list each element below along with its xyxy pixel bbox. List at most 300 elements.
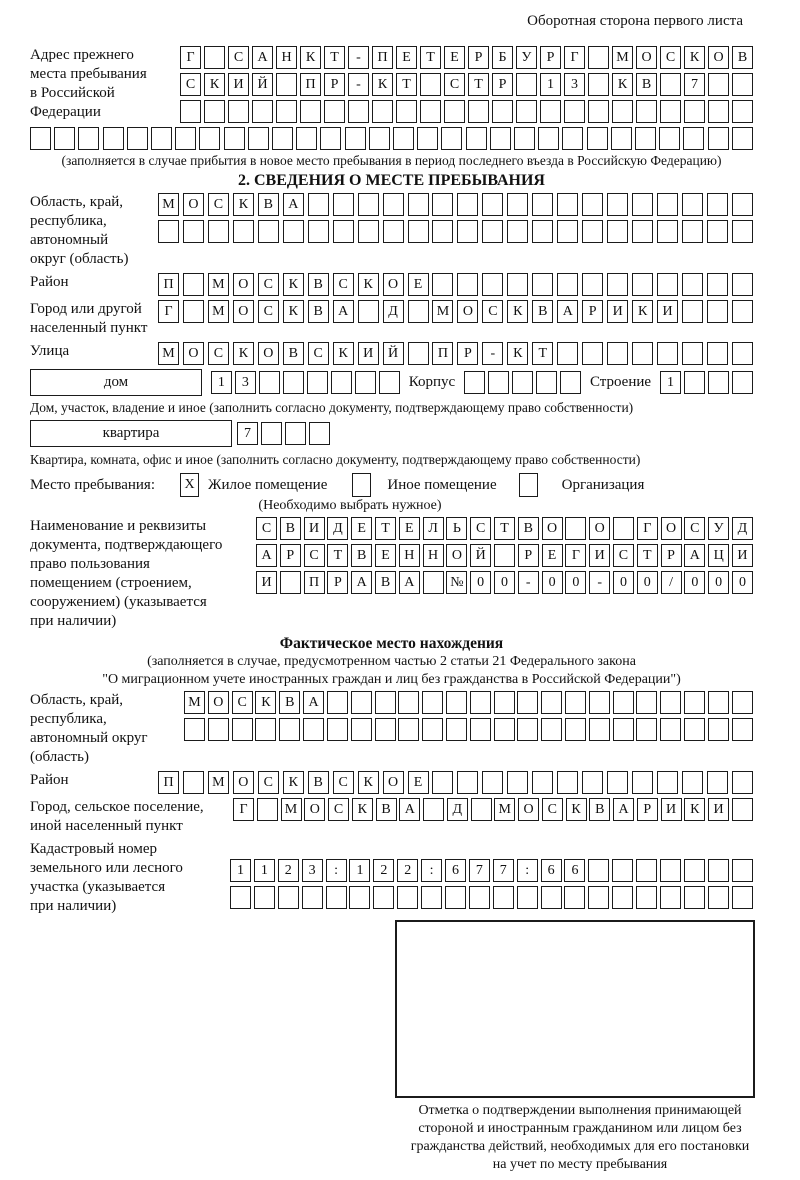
- char-cell[interactable]: А: [283, 193, 304, 216]
- char-cell[interactable]: 1: [254, 859, 275, 882]
- char-cell[interactable]: [532, 193, 553, 216]
- char-cell[interactable]: Т: [324, 46, 345, 69]
- char-cell[interactable]: С: [258, 300, 279, 323]
- char-cell[interactable]: [659, 127, 680, 150]
- char-cell[interactable]: Г: [637, 517, 658, 540]
- char-cell[interactable]: [208, 718, 229, 741]
- char-cell[interactable]: [732, 371, 753, 394]
- char-cell[interactable]: Р: [327, 571, 348, 594]
- char-cell[interactable]: 3: [235, 371, 256, 394]
- char-cell[interactable]: [469, 886, 490, 909]
- char-cell[interactable]: [233, 220, 254, 243]
- char-cell[interactable]: И: [657, 300, 678, 323]
- char-cell[interactable]: [607, 220, 628, 243]
- char-cell[interactable]: [707, 300, 728, 323]
- char-cell[interactable]: [482, 193, 503, 216]
- char-cell[interactable]: [283, 220, 304, 243]
- char-cell[interactable]: -: [348, 73, 369, 96]
- char-cell[interactable]: М: [208, 300, 229, 323]
- char-cell[interactable]: [562, 127, 583, 150]
- char-cell[interactable]: [372, 100, 393, 123]
- char-cell[interactable]: М: [184, 691, 205, 714]
- char-cell[interactable]: [588, 100, 609, 123]
- char-cell[interactable]: 1: [540, 73, 561, 96]
- char-cell[interactable]: [582, 193, 603, 216]
- char-cell[interactable]: [421, 886, 442, 909]
- char-cell[interactable]: Т: [494, 517, 515, 540]
- char-cell[interactable]: [423, 798, 444, 821]
- char-cell[interactable]: [660, 886, 681, 909]
- char-cell[interactable]: [432, 193, 453, 216]
- char-cell[interactable]: В: [732, 46, 753, 69]
- char-cell[interactable]: В: [308, 771, 329, 794]
- char-cell[interactable]: [151, 127, 172, 150]
- char-cell[interactable]: [375, 691, 396, 714]
- char-cell[interactable]: В: [518, 517, 539, 540]
- char-cell[interactable]: Г: [158, 300, 179, 323]
- char-cell[interactable]: [252, 100, 273, 123]
- char-cell[interactable]: [300, 100, 321, 123]
- char-cell[interactable]: [565, 691, 586, 714]
- char-cell[interactable]: А: [351, 571, 372, 594]
- char-cell[interactable]: Р: [661, 544, 682, 567]
- char-cell[interactable]: [232, 718, 253, 741]
- char-cell[interactable]: К: [283, 771, 304, 794]
- char-cell[interactable]: [283, 371, 304, 394]
- char-cell[interactable]: [180, 100, 201, 123]
- char-cell[interactable]: С: [333, 273, 354, 296]
- char-cell[interactable]: [457, 220, 478, 243]
- char-cell[interactable]: О: [542, 517, 563, 540]
- char-cell[interactable]: [254, 886, 275, 909]
- char-cell[interactable]: 7: [469, 859, 490, 882]
- char-cell[interactable]: [457, 771, 478, 794]
- char-cell[interactable]: И: [661, 798, 682, 821]
- char-cell[interactable]: Е: [375, 544, 396, 567]
- char-cell[interactable]: [732, 718, 753, 741]
- char-cell[interactable]: 6: [541, 859, 562, 882]
- char-cell[interactable]: [278, 886, 299, 909]
- char-cell[interactable]: В: [258, 193, 279, 216]
- char-cell[interactable]: Р: [468, 46, 489, 69]
- char-cell[interactable]: [660, 100, 681, 123]
- char-cell[interactable]: Р: [582, 300, 603, 323]
- char-cell[interactable]: П: [432, 342, 453, 365]
- char-cell[interactable]: [682, 300, 703, 323]
- char-cell[interactable]: [684, 691, 705, 714]
- char-cell[interactable]: [632, 220, 653, 243]
- char-cell[interactable]: [446, 718, 467, 741]
- char-cell[interactable]: -: [348, 46, 369, 69]
- char-cell[interactable]: [588, 46, 609, 69]
- char-cell[interactable]: [660, 73, 681, 96]
- char-cell[interactable]: И: [732, 544, 753, 567]
- char-cell[interactable]: 0: [565, 571, 586, 594]
- char-cell[interactable]: [732, 798, 753, 821]
- char-cell[interactable]: [309, 422, 330, 445]
- char-cell[interactable]: [261, 422, 282, 445]
- char-cell[interactable]: В: [308, 300, 329, 323]
- char-cell[interactable]: И: [358, 342, 379, 365]
- char-cell[interactable]: [707, 771, 728, 794]
- char-cell[interactable]: В: [351, 544, 372, 567]
- char-cell[interactable]: [732, 342, 753, 365]
- char-cell[interactable]: [397, 886, 418, 909]
- char-cell[interactable]: [255, 718, 276, 741]
- char-cell[interactable]: [512, 371, 533, 394]
- char-cell[interactable]: [490, 127, 511, 150]
- char-cell[interactable]: Й: [383, 342, 404, 365]
- char-cell[interactable]: :: [326, 859, 347, 882]
- char-cell[interactable]: [257, 798, 278, 821]
- char-cell[interactable]: Е: [444, 46, 465, 69]
- char-cell[interactable]: [285, 422, 306, 445]
- char-cell[interactable]: М: [158, 193, 179, 216]
- char-cell[interactable]: [732, 886, 753, 909]
- char-cell[interactable]: /: [661, 571, 682, 594]
- char-cell[interactable]: [538, 127, 559, 150]
- char-cell[interactable]: В: [532, 300, 553, 323]
- char-cell[interactable]: С: [304, 544, 325, 567]
- char-cell[interactable]: С: [333, 771, 354, 794]
- char-cell[interactable]: [423, 571, 444, 594]
- char-cell[interactable]: [324, 100, 345, 123]
- char-cell[interactable]: [445, 886, 466, 909]
- char-cell[interactable]: В: [279, 691, 300, 714]
- char-cell[interactable]: Н: [276, 46, 297, 69]
- char-cell[interactable]: В: [376, 798, 397, 821]
- char-cell[interactable]: [30, 127, 51, 150]
- char-cell[interactable]: [296, 127, 317, 150]
- char-cell[interactable]: [732, 100, 753, 123]
- char-cell[interactable]: А: [333, 300, 354, 323]
- char-cell[interactable]: [78, 127, 99, 150]
- char-cell[interactable]: [432, 220, 453, 243]
- char-cell[interactable]: [349, 886, 370, 909]
- char-cell[interactable]: [355, 371, 376, 394]
- char-cell[interactable]: [657, 220, 678, 243]
- char-cell[interactable]: 0: [684, 571, 705, 594]
- char-cell[interactable]: [707, 220, 728, 243]
- char-cell[interactable]: [514, 127, 535, 150]
- char-cell[interactable]: [682, 193, 703, 216]
- char-cell[interactable]: [517, 886, 538, 909]
- char-cell[interactable]: П: [372, 46, 393, 69]
- char-cell[interactable]: А: [399, 571, 420, 594]
- char-cell[interactable]: В: [280, 517, 301, 540]
- char-cell[interactable]: [587, 127, 608, 150]
- char-cell[interactable]: [732, 859, 753, 882]
- char-cell[interactable]: [398, 691, 419, 714]
- char-cell[interactable]: 0: [732, 571, 753, 594]
- char-cell[interactable]: :: [421, 859, 442, 882]
- char-cell[interactable]: [684, 100, 705, 123]
- char-cell[interactable]: Г: [180, 46, 201, 69]
- char-cell[interactable]: 1: [211, 371, 232, 394]
- char-cell[interactable]: О: [636, 46, 657, 69]
- char-cell[interactable]: [183, 220, 204, 243]
- char-cell[interactable]: [393, 127, 414, 150]
- char-cell[interactable]: [636, 859, 657, 882]
- char-cell[interactable]: [494, 718, 515, 741]
- char-cell[interactable]: О: [518, 798, 539, 821]
- char-cell[interactable]: [420, 100, 441, 123]
- char-cell[interactable]: А: [256, 544, 277, 567]
- char-cell[interactable]: С: [208, 342, 229, 365]
- char-cell[interactable]: О: [233, 273, 254, 296]
- char-cell[interactable]: [320, 127, 341, 150]
- char-cell[interactable]: 0: [470, 571, 491, 594]
- char-cell[interactable]: 7: [684, 73, 705, 96]
- char-cell[interactable]: С: [258, 273, 279, 296]
- char-cell[interactable]: [657, 273, 678, 296]
- char-cell[interactable]: [611, 127, 632, 150]
- char-cell[interactable]: [708, 718, 729, 741]
- char-cell[interactable]: Н: [423, 544, 444, 567]
- char-cell[interactable]: Е: [542, 544, 563, 567]
- char-cell[interactable]: [557, 771, 578, 794]
- char-cell[interactable]: [408, 300, 429, 323]
- char-cell[interactable]: [331, 371, 352, 394]
- char-cell[interactable]: [517, 691, 538, 714]
- char-cell[interactable]: Т: [420, 46, 441, 69]
- char-cell[interactable]: О: [183, 193, 204, 216]
- char-cell[interactable]: [398, 718, 419, 741]
- char-cell[interactable]: Й: [470, 544, 491, 567]
- char-cell[interactable]: Г: [564, 46, 585, 69]
- char-cell[interactable]: О: [589, 517, 610, 540]
- char-cell[interactable]: П: [300, 73, 321, 96]
- char-cell[interactable]: Б: [492, 46, 513, 69]
- char-cell[interactable]: [444, 100, 465, 123]
- char-cell[interactable]: О: [233, 771, 254, 794]
- char-cell[interactable]: [507, 220, 528, 243]
- char-cell[interactable]: А: [557, 300, 578, 323]
- char-cell[interactable]: К: [283, 273, 304, 296]
- char-cell[interactable]: П: [304, 571, 325, 594]
- char-cell[interactable]: [682, 771, 703, 794]
- char-cell[interactable]: [516, 73, 537, 96]
- char-cell[interactable]: [684, 718, 705, 741]
- char-cell[interactable]: К: [632, 300, 653, 323]
- char-cell[interactable]: [470, 691, 491, 714]
- char-cell[interactable]: К: [684, 798, 705, 821]
- char-cell[interactable]: [564, 100, 585, 123]
- char-cell[interactable]: К: [358, 771, 379, 794]
- char-cell[interactable]: [557, 193, 578, 216]
- apartment-type-box[interactable]: квартира: [30, 420, 232, 447]
- char-cell[interactable]: №: [446, 571, 467, 594]
- char-cell[interactable]: О: [183, 342, 204, 365]
- char-cell[interactable]: [732, 771, 753, 794]
- char-cell[interactable]: Г: [233, 798, 254, 821]
- char-cell[interactable]: [492, 100, 513, 123]
- char-cell[interactable]: [422, 691, 443, 714]
- stay-option-other-checkbox[interactable]: [352, 473, 371, 497]
- char-cell[interactable]: В: [375, 571, 396, 594]
- char-cell[interactable]: У: [516, 46, 537, 69]
- char-cell[interactable]: [732, 300, 753, 323]
- house-type-box[interactable]: дом: [30, 369, 202, 396]
- char-cell[interactable]: 3: [564, 73, 585, 96]
- char-cell[interactable]: [532, 273, 553, 296]
- char-cell[interactable]: [517, 718, 538, 741]
- char-cell[interactable]: В: [636, 73, 657, 96]
- char-cell[interactable]: [707, 342, 728, 365]
- char-cell[interactable]: [532, 220, 553, 243]
- char-cell[interactable]: С: [258, 771, 279, 794]
- char-cell[interactable]: [375, 718, 396, 741]
- char-cell[interactable]: М: [432, 300, 453, 323]
- char-cell[interactable]: [732, 220, 753, 243]
- char-cell[interactable]: С: [328, 798, 349, 821]
- char-cell[interactable]: О: [457, 300, 478, 323]
- char-cell[interactable]: С: [684, 517, 705, 540]
- char-cell[interactable]: -: [589, 571, 610, 594]
- char-cell[interactable]: [408, 220, 429, 243]
- char-cell[interactable]: Д: [327, 517, 348, 540]
- char-cell[interactable]: Р: [637, 798, 658, 821]
- char-cell[interactable]: [417, 127, 438, 150]
- char-cell[interactable]: [682, 220, 703, 243]
- char-cell[interactable]: О: [258, 342, 279, 365]
- char-cell[interactable]: [432, 273, 453, 296]
- char-cell[interactable]: 2: [397, 859, 418, 882]
- char-cell[interactable]: Р: [540, 46, 561, 69]
- char-cell[interactable]: [557, 273, 578, 296]
- char-cell[interactable]: В: [308, 273, 329, 296]
- char-cell[interactable]: [708, 371, 729, 394]
- char-cell[interactable]: О: [233, 300, 254, 323]
- char-cell[interactable]: 2: [278, 859, 299, 882]
- char-cell[interactable]: 0: [494, 571, 515, 594]
- char-cell[interactable]: Й: [252, 73, 273, 96]
- char-cell[interactable]: [183, 771, 204, 794]
- char-cell[interactable]: [657, 193, 678, 216]
- char-cell[interactable]: К: [507, 300, 528, 323]
- char-cell[interactable]: К: [352, 798, 373, 821]
- char-cell[interactable]: К: [333, 342, 354, 365]
- char-cell[interactable]: [175, 127, 196, 150]
- char-cell[interactable]: [307, 371, 328, 394]
- char-cell[interactable]: С: [208, 193, 229, 216]
- char-cell[interactable]: [707, 193, 728, 216]
- char-cell[interactable]: [446, 691, 467, 714]
- char-cell[interactable]: [683, 127, 704, 150]
- char-cell[interactable]: [682, 342, 703, 365]
- char-cell[interactable]: [636, 718, 657, 741]
- char-cell[interactable]: О: [304, 798, 325, 821]
- char-cell[interactable]: [607, 771, 628, 794]
- char-cell[interactable]: [582, 771, 603, 794]
- char-cell[interactable]: [441, 127, 462, 150]
- char-cell[interactable]: А: [399, 798, 420, 821]
- char-cell[interactable]: [482, 220, 503, 243]
- char-cell[interactable]: [327, 691, 348, 714]
- char-cell[interactable]: 2: [373, 859, 394, 882]
- char-cell[interactable]: Е: [351, 517, 372, 540]
- char-cell[interactable]: [308, 220, 329, 243]
- char-cell[interactable]: 6: [564, 859, 585, 882]
- char-cell[interactable]: [373, 886, 394, 909]
- char-cell[interactable]: [708, 73, 729, 96]
- char-cell[interactable]: К: [507, 342, 528, 365]
- char-cell[interactable]: Г: [565, 544, 586, 567]
- char-cell[interactable]: [532, 771, 553, 794]
- char-cell[interactable]: [224, 127, 245, 150]
- char-cell[interactable]: [326, 886, 347, 909]
- char-cell[interactable]: С: [308, 342, 329, 365]
- char-cell[interactable]: [327, 718, 348, 741]
- char-cell[interactable]: К: [300, 46, 321, 69]
- char-cell[interactable]: [183, 300, 204, 323]
- char-cell[interactable]: 7: [237, 422, 258, 445]
- char-cell[interactable]: С: [228, 46, 249, 69]
- char-cell[interactable]: [684, 886, 705, 909]
- char-cell[interactable]: [684, 859, 705, 882]
- char-cell[interactable]: [636, 886, 657, 909]
- char-cell[interactable]: [396, 100, 417, 123]
- char-cell[interactable]: [536, 371, 557, 394]
- char-cell[interactable]: [613, 691, 634, 714]
- char-cell[interactable]: [482, 771, 503, 794]
- char-cell[interactable]: [259, 371, 280, 394]
- char-cell[interactable]: Ц: [708, 544, 729, 567]
- char-cell[interactable]: [682, 273, 703, 296]
- char-cell[interactable]: [468, 100, 489, 123]
- char-cell[interactable]: [588, 73, 609, 96]
- char-cell[interactable]: -: [482, 342, 503, 365]
- char-cell[interactable]: В: [589, 798, 610, 821]
- char-cell[interactable]: [302, 886, 323, 909]
- char-cell[interactable]: [379, 371, 400, 394]
- char-cell[interactable]: Т: [637, 544, 658, 567]
- char-cell[interactable]: [204, 46, 225, 69]
- char-cell[interactable]: [383, 193, 404, 216]
- char-cell[interactable]: О: [383, 273, 404, 296]
- char-cell[interactable]: Л: [423, 517, 444, 540]
- char-cell[interactable]: [516, 100, 537, 123]
- char-cell[interactable]: 7: [493, 859, 514, 882]
- char-cell[interactable]: 0: [637, 571, 658, 594]
- char-cell[interactable]: [272, 127, 293, 150]
- char-cell[interactable]: [565, 517, 586, 540]
- char-cell[interactable]: [308, 193, 329, 216]
- char-cell[interactable]: -: [518, 571, 539, 594]
- char-cell[interactable]: [732, 193, 753, 216]
- char-cell[interactable]: [457, 193, 478, 216]
- char-cell[interactable]: [184, 718, 205, 741]
- char-cell[interactable]: [612, 886, 633, 909]
- char-cell[interactable]: 1: [349, 859, 370, 882]
- char-cell[interactable]: Т: [468, 73, 489, 96]
- char-cell[interactable]: Р: [457, 342, 478, 365]
- char-cell[interactable]: [732, 273, 753, 296]
- char-cell[interactable]: [708, 100, 729, 123]
- char-cell[interactable]: [494, 691, 515, 714]
- char-cell[interactable]: [657, 771, 678, 794]
- char-cell[interactable]: [507, 771, 528, 794]
- char-cell[interactable]: [488, 371, 509, 394]
- char-cell[interactable]: К: [204, 73, 225, 96]
- char-cell[interactable]: [708, 127, 729, 150]
- char-cell[interactable]: Р: [280, 544, 301, 567]
- char-cell[interactable]: [351, 718, 372, 741]
- char-cell[interactable]: [613, 517, 634, 540]
- char-cell[interactable]: Е: [408, 273, 429, 296]
- char-cell[interactable]: [541, 886, 562, 909]
- char-cell[interactable]: К: [358, 273, 379, 296]
